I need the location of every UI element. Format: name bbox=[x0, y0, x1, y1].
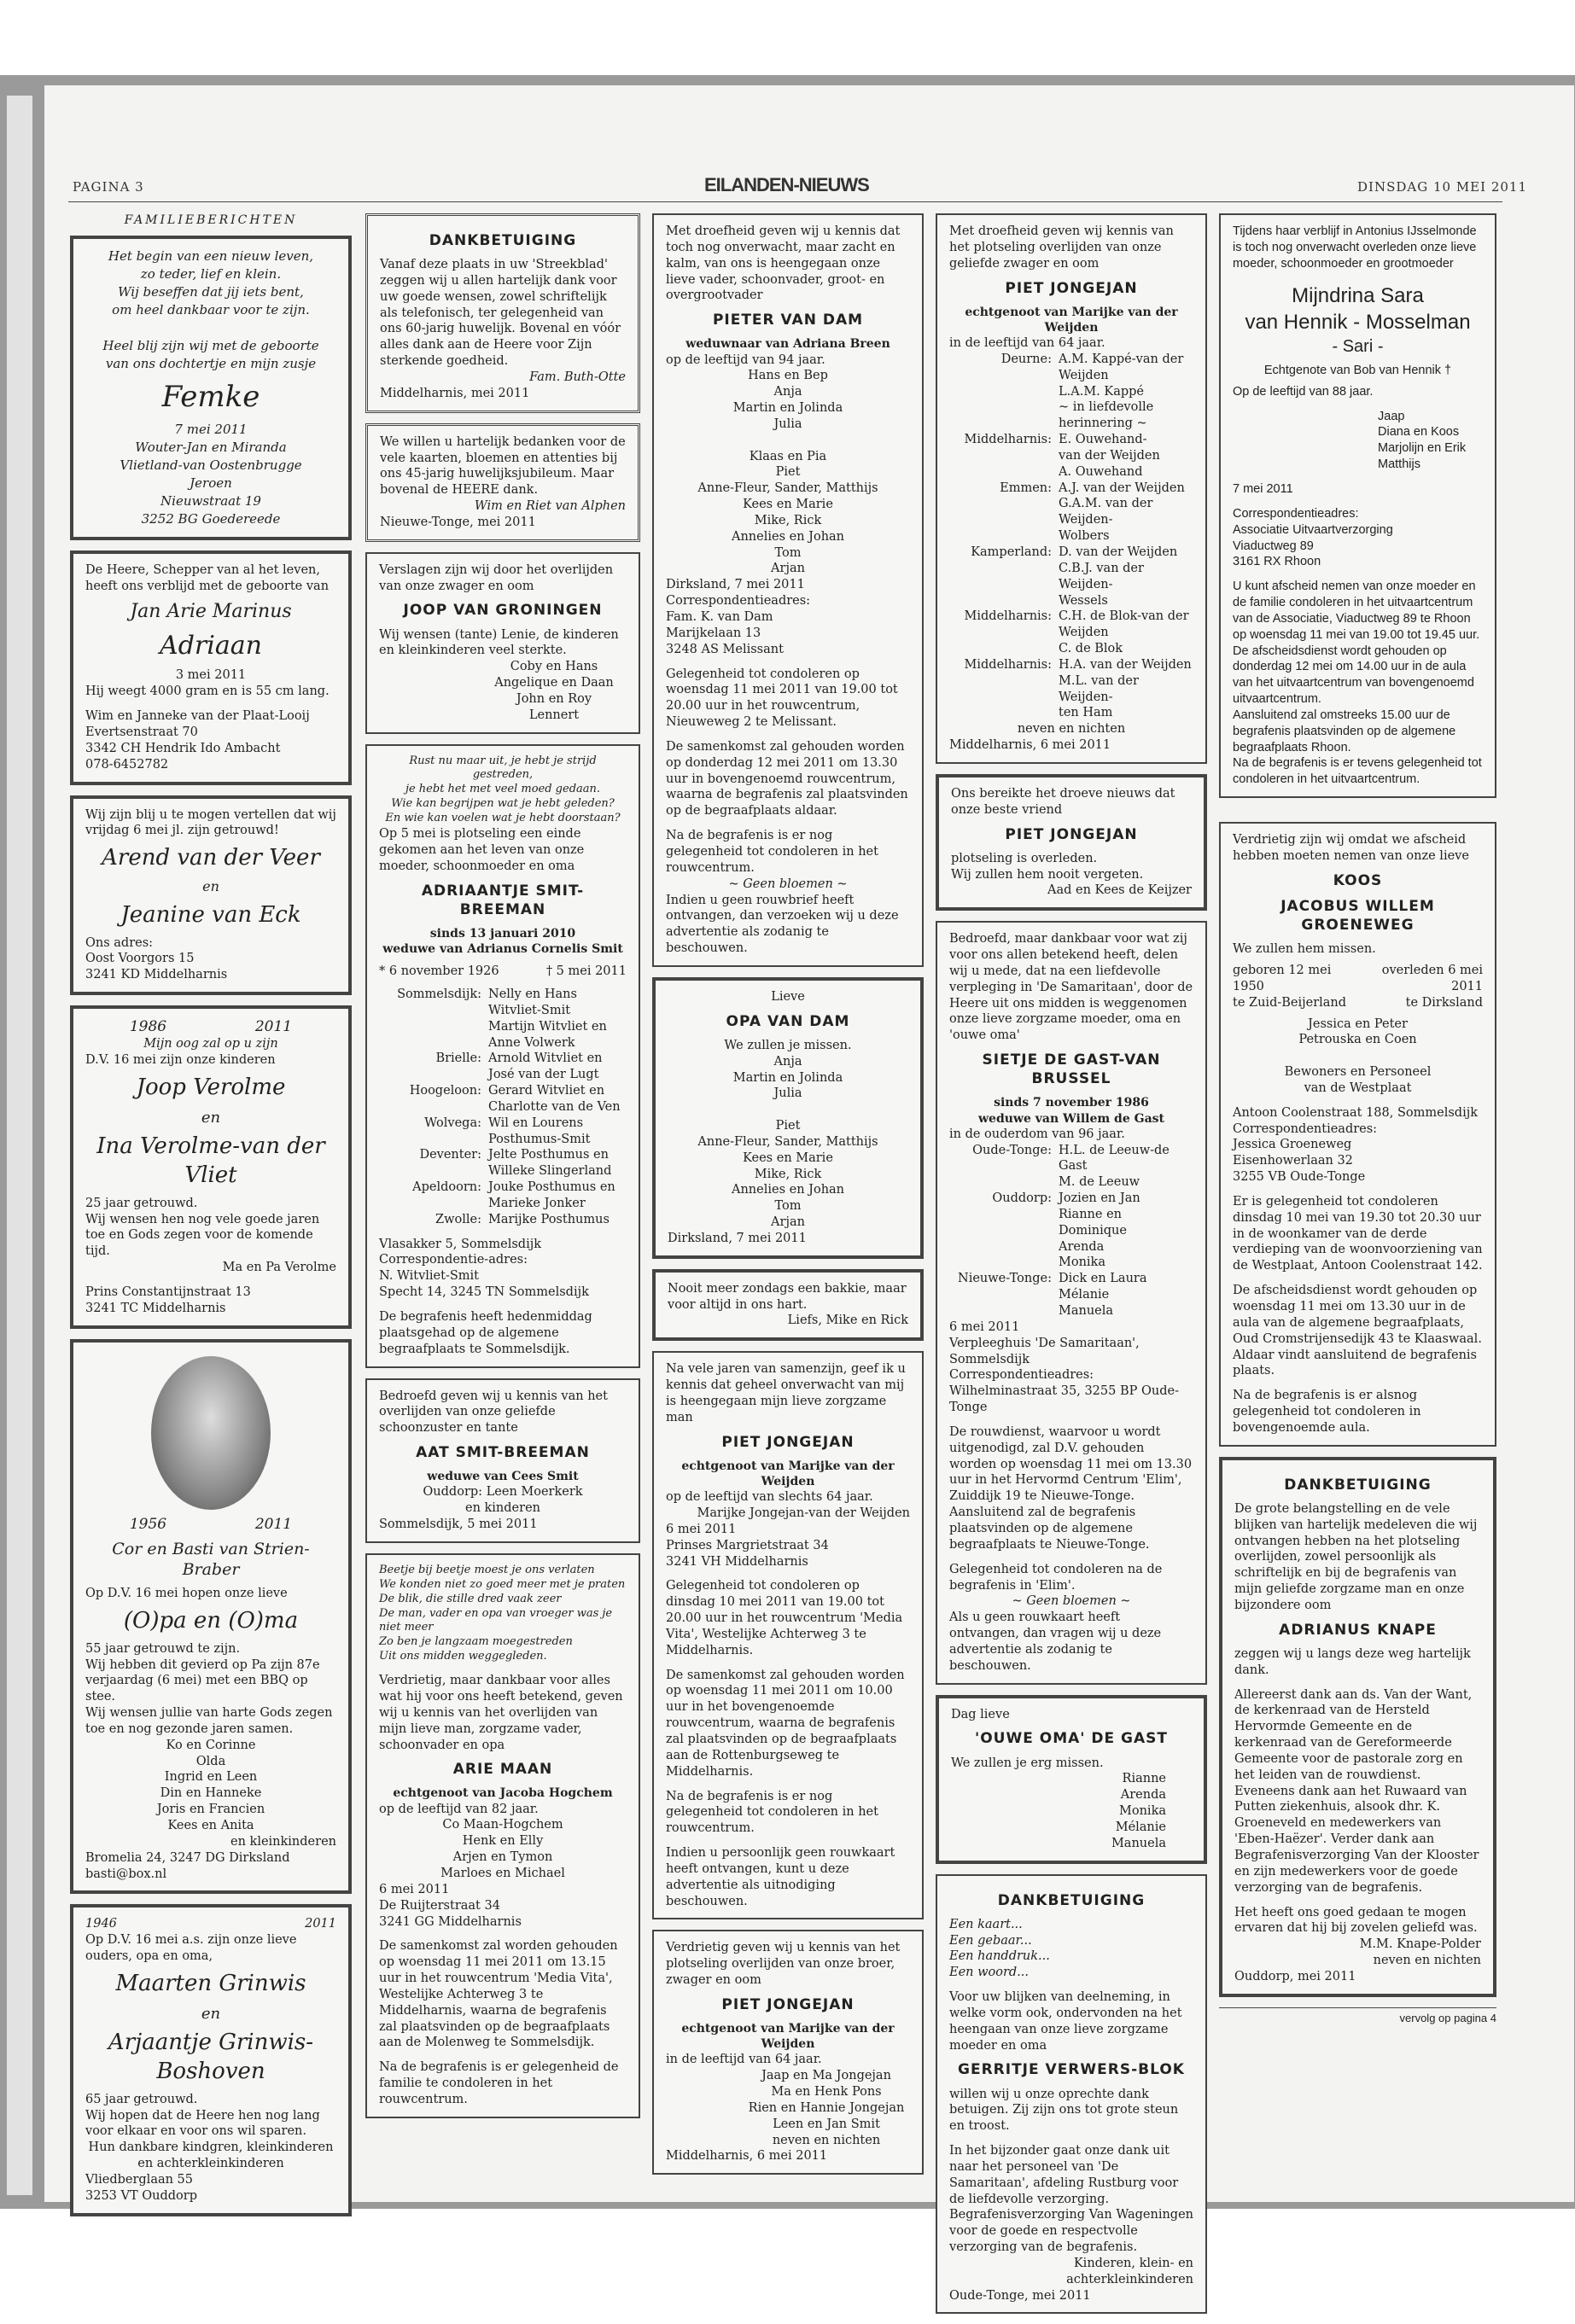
verwers-poem: Een kaart... Een gebaar... Een handdruk... Een woord... bbox=[949, 1917, 1050, 1980]
header-rule bbox=[68, 201, 1502, 202]
piet3-family-names: E. Ouwehand- van der Weijden A. Ouwehand bbox=[1059, 433, 1160, 479]
sietje-age: in de ouderdom van 96 jaar. bbox=[949, 1127, 1125, 1141]
buth-sign: Fam. Buth-Otte bbox=[529, 370, 626, 384]
strien-p2: Wij wensen jullie van harte Gods zegen toe en nog gezonde jaren samen. bbox=[85, 1706, 333, 1736]
alphen-sign: Wim en Riet van Alphen bbox=[474, 499, 626, 514]
smit-family-names: Wil en Lourens Posthumus-Smit bbox=[488, 1115, 591, 1146]
smit-family-place: Wolvega: bbox=[424, 1115, 481, 1130]
piet3-family bbox=[949, 352, 1193, 721]
piet3-family-names: D. van der Weijden C.B.J. van der Weijden- Wessels bbox=[1059, 545, 1178, 608]
koos-name: JACOBUS WILLEM GROENEWEG bbox=[1280, 897, 1435, 935]
knape-title: DANKBETUIGING bbox=[1284, 1476, 1432, 1494]
maan-p1: De samenkomst zal worden gehouden op woensdag 11 mei 2011 om 13.15 uur in het rouwcentrum 'Media Vita', Westelijke Achterweg 3 te Middelharnis, waarna de begrafenis zal plaatsvinden op de begraafplaats aan de Molenweg te Sommelsdijk. bbox=[379, 1939, 618, 2050]
smit-address: Vlasakker 5, Sommelsdijk Correspondentie-adres: N. Witvliet-Smit Specht 14, 3245 TN Sommelsdijk bbox=[379, 1237, 589, 1300]
smit-family bbox=[379, 987, 627, 1228]
piet1-spouse: echtgenoot van Marijke van der Weijden bbox=[681, 1459, 895, 1488]
birth-femke bbox=[70, 236, 352, 540]
sara-p2: De afscheidsdienst wordt gehouden op donderdag 12 mei om 14.00 uur in de aula van het uitvaartcentrum van bovengenoemd uitvaartcentrum. bbox=[1233, 644, 1474, 707]
groningen-body: Wij wensen (tante) Lenie, de kinderen en kleinkinderen veel sterkte. bbox=[379, 627, 619, 658]
death-piet-jongejan-2 bbox=[652, 1930, 924, 2175]
sietje-name: SIETJE DE GAST-VAN BRUSSEL bbox=[982, 1051, 1161, 1088]
death-joop-van-groningen bbox=[365, 552, 640, 734]
piet3-family-row bbox=[949, 481, 1193, 545]
knape-intro: De grote belangstelling en de vele blijken van hartelijk medeleven die wij ontvangen hebben na het plotseling overlijden, zowel persoonlijk als schriftelijk en bij de begrafenis van mijn geliefde zorgzame man en onze bijzondere oom bbox=[1234, 1501, 1478, 1612]
smit-died: † 5 mei 2011 bbox=[545, 964, 627, 979]
sietje-family-place: Ouddorp: bbox=[992, 1191, 1052, 1206]
opa-miss: We zullen je missen. bbox=[724, 1038, 852, 1052]
knape-sign: M.M. Knape-Polder neven en nichten bbox=[1359, 1937, 1481, 1968]
sietje-family-row bbox=[949, 1143, 1193, 1191]
knape-p2: Allereerst dank aan ds. Van der Want, de kerkenraad van de Hersteld Hervormde Gemeente en de kerkenraad van de Gereformeerde Gemeente voor de pastorale zorg en het leiden van de rouwdienst. Eveneens dank aan het Ruwaard van Putten ziekenhuis, alsook dhr. K. Groeneveld en medewerkers van 'Eben-Haëzer'. Verder dank aan Begrafenisverzorging Van der Klooster en zijn medewerkers voor de goede verzorging van de begrafenis. bbox=[1234, 1687, 1479, 1895]
thanks-van-alphen bbox=[365, 423, 640, 542]
vandam-place: Dirksland, 7 mei 2011 bbox=[666, 578, 805, 592]
verolme-years: 25 jaar getrouwd. bbox=[85, 1196, 198, 1210]
piet3-family-names: A.J. van der Weijden G.A.M. van der Weijden- Wolbers bbox=[1059, 481, 1185, 544]
column-1 bbox=[70, 213, 352, 2227]
adriaan-name: Adriaan bbox=[160, 631, 262, 661]
vandam-p1: Gelegenheid tot condoleren op woensdag 11 mei 2011 van 19.00 tot 20.00 uur in het rouwcentrum, Nieuweweg 2 te Melissant. bbox=[666, 667, 898, 730]
anniversary-van-strien bbox=[70, 1339, 352, 1895]
piet2-age: in de leeftijd van 64 jaar. bbox=[666, 2053, 822, 2067]
piet1-p3: Na de begrafenis is er nog gelegenheid tot condoleren in het rouwcentrum. bbox=[666, 1789, 878, 1836]
piet3-family-row bbox=[949, 352, 1193, 432]
thanks-buth-otte bbox=[365, 213, 640, 413]
sara-intro: Tijdens haar verblijf in Antonius IJsselmonde is toch nog onverwacht overleden onze lieve moeder, schoonmoeder en grootmoeder bbox=[1233, 224, 1477, 271]
sara-date: 7 mei 2011 bbox=[1233, 481, 1293, 496]
sara-name2: van Hennik - Mosselman bbox=[1245, 310, 1471, 334]
strien-names: Cor en Basti van Strien-Braber bbox=[112, 1539, 310, 1580]
smit-family-place: Apeldoorn: bbox=[412, 1180, 481, 1195]
strien-intro: Op D.V. 16 mei hopen onze lieve bbox=[85, 1587, 288, 1601]
grinwis-intro: Op D.V. 16 mei a.s. zijn onze lieve ouders, opa en oma, bbox=[85, 1933, 297, 1964]
ouwe-family: Rianne Arenda Monika Mélanie Manuela bbox=[1111, 1772, 1166, 1850]
piet1-p4: Indien u persoonlijk geen rouwkaart heeft ontvangen, kunt u deze advertentie als uitnodiging beschouwen. bbox=[666, 1846, 895, 1908]
groningen-names: Coby en Hans Angelique en Daan John en Roy Lennert bbox=[494, 660, 614, 722]
verolme-intro: D.V. 16 mei zijn onze kinderen bbox=[85, 1053, 276, 1068]
smit-family-place: Hoogeloon: bbox=[409, 1084, 481, 1098]
femke-name: Femke bbox=[161, 380, 260, 414]
verolme-from: Ma en Pa Verolme bbox=[222, 1261, 336, 1275]
sietje-family-place: Oude-Tonge: bbox=[972, 1143, 1052, 1157]
sietje-p2: Gelegenheid tot condoleren na de begrafenis in 'Elim'. bbox=[949, 1562, 1163, 1593]
alphen-body: We willen u hartelijk bedanken voor de vele kaarten, bloemen en attenties bij ons 45-jarig huwelijksjubileum. Maar bovenal de HEERE dank. bbox=[380, 434, 626, 498]
maan-p2: Na de begrafenis is er gelegenheid de familie te condoleren in het rouwcentrum. bbox=[379, 2060, 619, 2106]
previous-page-edge bbox=[7, 96, 32, 2195]
strien-year1: 1956 bbox=[129, 1515, 167, 1533]
piet1-date: 6 mei 2011 bbox=[666, 1522, 737, 1536]
opa-intro: Lieve bbox=[771, 989, 805, 1004]
piet3-family-place: Middelharnis: bbox=[964, 657, 1052, 672]
groningen-intro: Verslagen zijn wij door het overlijden van onze zwager en oom bbox=[379, 562, 614, 593]
sietje-p1: De rouwdienst, waarvoor u wordt uitgenodigd, zal D.V. gehouden worden op woensdag 11 mei om 13.30 uur in het Hervormd Centrum 'Elim', Zuiddijk 19 te Nieuwe-Tonge. Aansluitend zal de begrafenis plaatsvinden op de algemene begraafplaats te Nieuwe-Tonge. bbox=[949, 1424, 1193, 1552]
wedding-arend bbox=[70, 795, 352, 996]
sara-p3: Aansluitend zal omstreeks 15.00 uur de begrafenis plaatsvinden op de algemene begraafplaats Rhoon. bbox=[1233, 708, 1456, 754]
piet3-neven: neven en nichten bbox=[1017, 722, 1126, 737]
sietje-family-names: Jozien en Jan Rianne en Dominique Arenda Monika bbox=[1059, 1191, 1140, 1270]
ouwe-intro: Dag lieve bbox=[951, 1707, 1010, 1721]
knape-p1: zeggen wij u langs deze weg hartelijk dank. bbox=[1234, 1646, 1471, 1677]
piet3-family-row bbox=[949, 609, 1193, 657]
piet1-address: Prinses Margrietstraat 34 3241 VH Middelharnis bbox=[666, 1538, 829, 1569]
smit-intro: Op 5 mei is plotseling een einde gekomen aan het leven van onze moeder, schoonmoeder en oma bbox=[379, 827, 585, 873]
piet3-name: PIET JONGEJAN bbox=[1005, 279, 1138, 297]
nooit-body: Nooit meer zondags een bakkie, maar voor altijd in ons hart. bbox=[668, 1281, 907, 1312]
strien-family: Ko en Corinne Olda Ingrid en Leen Din en Hanneke Joris en Francien Kees en Anita bbox=[156, 1738, 265, 1832]
ina-name: Ina Verolme-van der Vliet bbox=[96, 1133, 325, 1188]
sietje-intro: Bedroefd, maar dankbaar voor wat zij voor ons allen betekend heeft, delen wij u mede, dat na een liefdevolle verpleging in 'De Samaritaan', door de Heere uit ons midden is weggenomen onze lieve zorgzame moeder, oma en 'ouwe oma' bbox=[949, 932, 1193, 1043]
piet3-family-row bbox=[949, 657, 1193, 721]
strien-address: Bromelia 24, 3247 DG Dirksland basti@box.nl bbox=[85, 1850, 290, 1881]
vandam-p2: De samenkomst zal gehouden worden op donderdag 12 mei 2011 om 13.30 uur in bovengenoemd rouwcentrum, waarna de begrafenis zal plaatsvinden op de begraafplaats aldaar. bbox=[666, 739, 908, 818]
grinwis-address: Vliedberglaan 55 3253 VT Ouddorp bbox=[85, 2172, 197, 2203]
opa-place: Dirksland, 7 mei 2011 bbox=[668, 1231, 807, 1245]
verolme-address: Prins Constantijnstraat 13 3241 TC Middelharnis bbox=[85, 1284, 251, 1315]
smit-family-place: Zwolle: bbox=[435, 1212, 481, 1226]
smit-family-names: Jouke Posthumus en Marieke Jonker bbox=[488, 1180, 615, 1210]
thanks-verwers-blok bbox=[936, 1874, 1207, 2315]
grinwis-year1: 1946 bbox=[85, 1917, 117, 1931]
column-4 bbox=[936, 213, 1207, 2324]
adriaan-weight: Hij weegt 4000 gram en is 55 cm lang. bbox=[85, 684, 330, 699]
smit-family-place: Brielle: bbox=[435, 1051, 481, 1066]
verolme-wish: Wij wensen hen nog vele goede jaren toe en Gods zegen voor de komende tijd. bbox=[85, 1212, 320, 1259]
femke-parents: Wouter-Jan en Miranda Vlietland-van Oostenbrugge Jeroen bbox=[120, 440, 302, 492]
anniversary-grinwis bbox=[70, 1904, 352, 2216]
strien-kids: en kleinkinderen bbox=[230, 1834, 336, 1849]
strien-year2: 2011 bbox=[254, 1515, 293, 1533]
smit-family-row bbox=[379, 1147, 627, 1179]
death-van-hennik bbox=[1219, 213, 1496, 798]
column-2 bbox=[365, 213, 640, 2129]
koos-p2: De afscheidsdienst wordt gehouden op woensdag 11 mei om 13.30 uur in de aula van de algemene begraafplaats, Oud Cromstrijensedijk 43 te Klaaswaal. Aldaar vindt aansluitend de begrafenis plaats. bbox=[1233, 1284, 1482, 1378]
jeanine-name: Jeanine van Eck bbox=[120, 901, 301, 928]
piet3-family-row bbox=[949, 432, 1193, 481]
smit-family-place: Deventer: bbox=[419, 1148, 481, 1162]
death-pieter-van-dam bbox=[652, 213, 924, 967]
verwers-name: GERRITJE VERWERS-BLOK bbox=[958, 2061, 1185, 2079]
piet3-family-row bbox=[949, 545, 1193, 609]
maan-spouse: echtgenoot van Jacoba Hogchem bbox=[393, 1786, 613, 1801]
maan-family: Co Maan-Hogchem Henk en Elly Arjen en Tymon Marloes en Michael bbox=[440, 1818, 565, 1880]
maan-address: De Ruijterstraat 34 3241 GG Middelharnis bbox=[379, 1898, 522, 1929]
sietje-address: Verpleeghuis 'De Samaritaan', Sommelsdijk Correspondentieadres: Wilhelminastraat 35, 3255 BP Oude-Tonge bbox=[949, 1336, 1179, 1415]
ouwe-miss: We zullen je erg missen. bbox=[951, 1756, 1104, 1770]
femke-poem: Het begin van een nieuw leven, zo teder, lief en klein. Wij beseffen dat jij iets bent, om heel dankbaar voor te zijn. Heel blij zijn wij met de geboorte van ons dochtertje en mijn zusje bbox=[102, 248, 319, 371]
verwers-intro: Voor uw blijken van deelneming, in welke vorm ook, ondervonden na het heengaan van onze lieve zorgzame moeder en oma bbox=[949, 1990, 1182, 2053]
piet3-family-place: Emmen: bbox=[1000, 481, 1052, 495]
aat-intro: Bedroefd geven wij u kennis van het overlijden van onze geliefde schoonzuster en tante bbox=[379, 1389, 608, 1436]
piet3-age: in de leeftijd van 64 jaar. bbox=[949, 336, 1105, 350]
piet3-family-place: Middelharnis: bbox=[964, 433, 1052, 447]
maan-poem: Beetje bij beetje moest je ons verlaten We konden niet zo goed meer met je praten De blik, die stille dred vaak zeer De man, vader en opa van vroeger was je niet meer Zo ben je langzaam moegestreden Uit ons midden weggegleden. bbox=[379, 1563, 626, 1663]
maan-age: op de leeftijd van 82 jaar. bbox=[379, 1802, 539, 1816]
alphen-place: Nieuwe-Tonge, mei 2011 bbox=[380, 515, 536, 529]
column-3 bbox=[652, 213, 924, 2185]
smit-family-names: Nelly en Hans Witvliet-Smit Martijn Witvliet en Anne Volwerk bbox=[488, 987, 607, 1050]
vandam-intro: Met droefheid geven wij u kennis dat toch nog onverwacht, maar zacht en kalm, van ons is heengegaan onze lieve vader, schoonvader, groot- en overgrootvader bbox=[666, 224, 901, 303]
piet1-p2: De samenkomst zal gehouden worden op woensdag 11 mei 2011 om 10.00 uur in het bovengenoemde rouwcentrum, waarna de begrafenis zal plaatsvinden op de begraafplaats aan de Rottenburgseweg te Middelharnis. bbox=[666, 1668, 905, 1779]
sietje-family-row bbox=[949, 1271, 1193, 1319]
vandam-family: Hans en Bep Anja Martin en Jolinda Julia Klaas en Pia Piet Anne-Fleur, Sander, Matthijs Kees en Marie Mike, Rick Annelies en Johan Tom Arjan bbox=[697, 369, 878, 576]
continued-note: vervolg op pagina 4 bbox=[1219, 2007, 1496, 2024]
birth-adriaan bbox=[70, 550, 352, 784]
piet4-intro: Ons bereikte het droeve nieuws dat onze beste vriend bbox=[951, 786, 1175, 817]
smit-family-row bbox=[379, 987, 627, 1051]
maan-date: 6 mei 2011 bbox=[379, 1882, 450, 1896]
death-aat-smit bbox=[365, 1378, 640, 1543]
piet1-intro: Na vele jaren van samenzijn, geef ik u kennis dat geheel onverwacht van mij is heengegaan mijn lieve zorgzame man bbox=[666, 1362, 906, 1424]
opa-family: Anja Martin en Jolinda Julia Piet Anne-Fleur, Sander, Matthijs Kees en Marie Mike, Rick Annelies en Johan Tom Arjan bbox=[697, 1054, 878, 1230]
sietje-family-names: Dick en Laura Mélanie Manuela bbox=[1059, 1272, 1147, 1318]
maan-intro: Verdrietig, maar dankbaar voor alles wat hij voor ons heeft betekend, geven wij u kennis van het overlijden van mijn lieve man, zorgzame vader, schoonvader en opa bbox=[379, 1674, 623, 1752]
smit-family-row bbox=[379, 1083, 627, 1115]
knape-p3: Het heeft ons goed gedaan te mogen ervaren dat hij bij zovelen geliefd was. bbox=[1234, 1905, 1478, 1936]
sietje-family bbox=[949, 1143, 1193, 1319]
sara-family: Jaap Diana en Koos Marjolijn en Erik Matthijs bbox=[1378, 409, 1467, 472]
smit-family-names: Gerard Witvliet en Charlotte van de Ven bbox=[488, 1084, 621, 1114]
grinwis-from: Hun dankbare kindgren, kleinkinderen en achterkleinkinderen bbox=[88, 2141, 334, 2171]
sara-age: Op de leeftijd van 88 jaar. bbox=[1233, 384, 1374, 399]
death-opa-van-dam bbox=[652, 977, 924, 1259]
smit-name: ADRIAANTJE SMIT-BREEMAN bbox=[421, 882, 585, 918]
femke-date: 7 mei 2011 bbox=[174, 422, 248, 438]
opa-name: OPA VAN DAM bbox=[726, 1012, 850, 1030]
smit-family-names: Arnold Witvliet en José van der Lugt bbox=[488, 1051, 603, 1082]
smit-widow: weduwe van Adrianus Cornelis Smit bbox=[382, 941, 623, 956]
smit-since: sinds 13 januari 2010 bbox=[429, 926, 576, 941]
page-number: PAGINA 3 bbox=[73, 179, 144, 195]
aat-name: AAT SMIT-BREEMAN bbox=[416, 1444, 590, 1462]
koos-died: overleden 6 mei 2011 te Dirksland bbox=[1381, 963, 1483, 1010]
piet4-p2: Wij zullen hem nooit vergeten. bbox=[951, 867, 1144, 882]
vandam-name: PIETER VAN DAM bbox=[712, 312, 864, 329]
grinwis-years: 65 jaar getrouwd. bbox=[85, 2092, 198, 2106]
piet3-family-names: A.M. Kappé-van der Weijden L.A.M. Kappé ~ in liefdevolle herinnering ~ bbox=[1059, 352, 1184, 431]
verolme-quote: Mijn oog zal op u zijn bbox=[143, 1037, 278, 1051]
vandam-age: op de leeftijd van 94 jaar. bbox=[666, 352, 825, 367]
piet3-place: Middelharnis, 6 mei 2011 bbox=[949, 738, 1111, 753]
death-arie-maan bbox=[365, 1553, 640, 2118]
koos-nick: KOOS bbox=[1333, 871, 1383, 889]
piet2-intro: Verdrietig geven wij u kennis van het plotseling overlijden van onze broer, zwager en oom bbox=[666, 1941, 901, 1988]
vandam-address: Correspondentieadres: Fam. K. van Dam Marijkelaan 13 3248 AS Melissant bbox=[666, 594, 811, 656]
smit-born: * 6 november 1926 bbox=[379, 964, 499, 979]
section-title: FAMILIEBERICHTEN bbox=[124, 213, 298, 227]
vandam-p3: Na de begrafenis is er nog gelegenheid tot condoleren in het rouwcentrum. bbox=[666, 829, 878, 875]
sara-p1: U kunt afscheid nemen van onze moeder en de familie condoleren in het uitvaartcentrum van de Associatie, Viaductweg 89 te Rhoon op woensdag 11 mei van 19.00 tot 19.45 uur. bbox=[1233, 580, 1480, 642]
masthead-logo: EILANDEN-NIEUWS bbox=[704, 174, 869, 195]
piet1-age: op de leeftijd van slechts 64 jaar. bbox=[666, 1490, 873, 1505]
koos-miss: We zullen hem missen. bbox=[1233, 942, 1376, 957]
koos-intro: Verdrietig zijn wij omdat we afscheid hebben moeten nemen van onze lieve bbox=[1233, 833, 1469, 863]
koos-address: Antoon Coolenstraat 188, Sommelsdijk Correspondentieadres: Jessica Groeneweg Eisenhowerlaan 32 3255 VB Oude-Tonge bbox=[1233, 1105, 1478, 1185]
vandam-spouse: weduwnaar van Adriana Breen bbox=[685, 337, 890, 352]
strien-years: 55 jaar getrouwd te zijn. bbox=[85, 1641, 241, 1656]
koos-p1: Er is gelegenheid tot condoleren dinsdag 10 mei van 19.30 tot 20.30 uur in de woonkamer van de derde verdieping van de woonvoorziening van de Westplaat, Antoon Coolenstraat 142. bbox=[1233, 1194, 1483, 1273]
piet3-family-names: C.H. de Blok-van der Weijden C. de Blok bbox=[1059, 609, 1189, 656]
smit-family-row bbox=[379, 1051, 627, 1083]
piet2-place: Middelharnis, 6 mei 2011 bbox=[666, 2149, 828, 2164]
memorial-nooit bbox=[652, 1269, 924, 1342]
buth-place: Middelharnis, mei 2011 bbox=[380, 386, 530, 400]
smit-family-names: Jelte Posthumus en Willeke Slingerland bbox=[488, 1148, 612, 1179]
strien-title: (O)pa en (O)ma bbox=[123, 1607, 299, 1634]
verolme-year1: 1986 bbox=[129, 1018, 167, 1036]
groningen-name: JOOP VAN GRONINGEN bbox=[403, 602, 603, 620]
smit-family-row bbox=[379, 1179, 627, 1212]
piet2-spouse: echtgenoot van Marijke van der Weijden bbox=[681, 2022, 895, 2052]
arjaantje-name: Arjaantje Grinwis-Boshoven bbox=[108, 2030, 314, 2084]
strien-p1: Wij hebben dit gevierd op Pa zijn 87e verjaardag (6 mei) met een BBQ op stee. bbox=[85, 1657, 320, 1704]
death-koos-groeneweg bbox=[1219, 822, 1496, 1447]
sietje-flowers: ~ Geen bloemen ~ bbox=[1012, 1594, 1131, 1609]
sietje-family-names: H.L. de Leeuw-de Gast M. de Leeuw bbox=[1059, 1143, 1170, 1190]
death-piet-jongejan-4 bbox=[936, 774, 1207, 911]
piet3-spouse: echtgenoot van Marijke van der Weijden bbox=[965, 305, 1178, 335]
aat-widow: weduwe van Cees Smit bbox=[427, 1470, 579, 1484]
arend-address: Ons adres: Oost Voorgors 15 3241 KD Middelharnis bbox=[85, 935, 228, 982]
koos-family: Jessica en Peter Petrouska en Coen Bewoners en Personeel van de Westplaat bbox=[1284, 1016, 1432, 1095]
piet4-name: PIET JONGEJAN bbox=[1005, 825, 1138, 843]
piet3-family-place: Kamperland: bbox=[971, 545, 1052, 559]
piet3-family-place: Middelharnis: bbox=[964, 609, 1052, 624]
piet1-p1: Gelegenheid tot condoleren op dinsdag 10 mei 2011 van 19.00 tot 20.00 uur in het rouwcentrum 'Media Vita', Westelijke Achterweg 3 te Middelharnis. bbox=[666, 1579, 903, 1657]
grinwis-wish: Wij hopen dat de Heere hen nog lang voor elkaar en voor ons wil sparen. bbox=[85, 2108, 320, 2139]
verwers-p1: willen wij u onze oprechte dank betuigen. Zij zijn ons tot grote steun en troost. bbox=[949, 2087, 1179, 2134]
sara-name1: Mijndrina Sara bbox=[1292, 283, 1424, 307]
column-5 bbox=[1219, 213, 1496, 2024]
aat-family: Ouddorp: Leen Moerkerk en kinderen bbox=[423, 1485, 583, 1516]
buth-title: DANKBETUIGING bbox=[429, 232, 577, 249]
sara-spouse: Echtgenote van Bob van Hennik † bbox=[1263, 363, 1452, 377]
maarten-name: Maarten Grinwis bbox=[115, 1970, 306, 1996]
smit-family-row bbox=[379, 1212, 627, 1228]
sara-address: Correspondentieadres: Associatie Uitvaartverzorging Viaductweg 89 3161 RX Rhoon bbox=[1233, 506, 1393, 569]
smit-poem: Rust nu maar uit, je hebt je strijd gestreden, je hebt het met veel moed gedaan. Wie kan begrijpen wat je hebt geleden? En wie kan voelen wat je hebt doorstaan? bbox=[385, 754, 621, 825]
grinwis-en: en bbox=[201, 2004, 221, 2023]
sara-nick: - Sari - bbox=[1332, 336, 1384, 356]
adriaan-names: Jan Arie Marinus bbox=[130, 600, 292, 622]
adriaan-intro: De Heere, Schepper van al het leven, heeft ons verblijd met de geboorte van bbox=[85, 563, 330, 594]
smit-burial: De begrafenis heeft hedenmiddag plaatsgehad op de algemene begraafplaats te Sommelsdijk. bbox=[379, 1310, 592, 1356]
ouwe-name: 'OUWE OMA' DE GAST bbox=[975, 1730, 1168, 1748]
piet1-name: PIET JONGEJAN bbox=[721, 1433, 855, 1451]
piet4-sign: Aad en Kees de Keijzer bbox=[1047, 883, 1192, 898]
adriaan-parents: Wim en Janneke van der Plaat-Looij bbox=[85, 709, 310, 724]
aat-place: Sommelsdijk, 5 mei 2011 bbox=[379, 1517, 538, 1532]
death-smit-breeman bbox=[365, 744, 640, 1368]
vandam-flowers: ~ Geen bloemen ~ bbox=[728, 877, 848, 891]
koos-born: geboren 12 mei 1950 te Zuid-Beijerland bbox=[1233, 963, 1347, 1010]
issue-date: DINSDAG 10 MEI 2011 bbox=[1357, 179, 1527, 195]
buth-body: Vanaf deze plaats in uw 'Streekblad' zeggen wij u allen hartelijk dank voor uw goede wensen, zowel schriftelijk als telefonisch, ter gelegenheid van ons 60-jarig huwelijk. Bovenal en vóór alles dank aan de Heere voor Zijn sterkende goedheid. bbox=[380, 258, 621, 369]
smit-family-names: Marijke Posthumus bbox=[488, 1212, 610, 1226]
couple-photo bbox=[151, 1356, 271, 1510]
knape-name: ADRIANUS KNAPE bbox=[1279, 1621, 1437, 1639]
thanks-knape bbox=[1219, 1457, 1496, 1997]
koos-p3: Na de begrafenis is er alsnog gelegenheid tot condoleren in bovengenoemde aula. bbox=[1233, 1389, 1421, 1435]
piet3-intro: Met droefheid geven wij kennis van het plotseling overlijden van onze geliefde zwager en oom bbox=[949, 224, 1174, 271]
verwers-place: Oude-Tonge, mei 2011 bbox=[949, 2288, 1091, 2303]
death-piet-jongejan-1 bbox=[652, 1351, 924, 1919]
arend-intro: Wij zijn blij u te mogen vertellen dat wij vrijdag 6 mei jl. zijn getrouwd! bbox=[85, 807, 336, 838]
verwers-title: DANKBETUIGING bbox=[997, 1891, 1146, 1909]
piet4-p1: plotseling is overleden. bbox=[951, 851, 1098, 865]
femke-address: Nieuwstraat 19 3252 BG Goedereede bbox=[141, 493, 281, 527]
death-sietje-de-gast bbox=[936, 921, 1207, 1684]
sietje-family-row bbox=[949, 1191, 1193, 1271]
adriaan-date: 3 mei 2011 bbox=[175, 668, 247, 683]
sietje-p3: Als u geen rouwkaart heeft ontvangen, dan vragen wij u deze advertentie als zodanig te beschouwen. bbox=[949, 1610, 1162, 1673]
sietje-since: sinds 7 november 1986 bbox=[994, 1096, 1149, 1110]
verolme-year2: 2011 bbox=[254, 1018, 293, 1036]
sietje-widow: weduwe van Willem de Gast bbox=[978, 1111, 1164, 1126]
piet2-family: Jaap en Ma Jongejan Ma en Henk Pons Rien en Hannie Jongejan Leen en Jan Smit neven en nichten bbox=[748, 2069, 905, 2147]
sara-p4: Na de begrafenis is er tevens gelegenheid tot condoleren in het uitvaartcentrum. bbox=[1233, 756, 1482, 787]
anniversary-verolme bbox=[70, 1005, 352, 1328]
piet3-family-place: Deurne: bbox=[1000, 352, 1052, 366]
sietje-date: 6 mei 2011 bbox=[949, 1319, 1020, 1334]
grinwis-year2: 2011 bbox=[305, 1917, 336, 1931]
verwers-p2: In het bijzonder gaat onze dank uit naar het personeel van 'De Samaritaan', afdeling Rustburg voor de liefdevolle verzorging. Begrafenisverzorging Van Wageningen voor de goede en respectvolle verzorging van de begrafenis. bbox=[949, 2144, 1194, 2255]
piet2-name: PIET JONGEJAN bbox=[721, 1995, 855, 2013]
piet1-sign: Marijke Jongejan-van der Weijden bbox=[697, 1506, 910, 1520]
adriaan-address: Evertsenstraat 70 3342 CH Hendrik Ido Ambacht 078-6452782 bbox=[85, 725, 281, 772]
arend-en: en bbox=[202, 878, 219, 895]
smit-family-row bbox=[379, 1115, 627, 1148]
death-ouwe-oma bbox=[936, 1695, 1207, 1864]
smit-family-place: Sommelsdijk: bbox=[397, 987, 481, 1001]
arend-name: Arend van der Veer bbox=[102, 845, 320, 871]
sietje-family-place: Nieuwe-Tonge: bbox=[958, 1272, 1052, 1286]
joop-name: Joop Verolme bbox=[136, 1074, 286, 1100]
piet3-family-names: H.A. van der Weijden M.L. van der Weijden- ten Ham bbox=[1059, 657, 1192, 720]
verwers-sign: Kinderen, klein- en achterkleinkinderen bbox=[1066, 2256, 1193, 2286]
verolme-en: en bbox=[201, 1108, 221, 1127]
nooit-sign: Liefs, Mike en Rick bbox=[787, 1313, 908, 1328]
maan-name: ARIE MAAN bbox=[452, 1761, 553, 1779]
knape-place: Ouddorp, mei 2011 bbox=[1234, 1969, 1356, 1983]
vandam-p4: Indien u geen rouwbrief heeft ontvangen, dan verzoeken wij u deze advertentie als zodanig te beschouwen. bbox=[666, 893, 899, 956]
death-piet-jongejan-3 bbox=[936, 213, 1207, 764]
